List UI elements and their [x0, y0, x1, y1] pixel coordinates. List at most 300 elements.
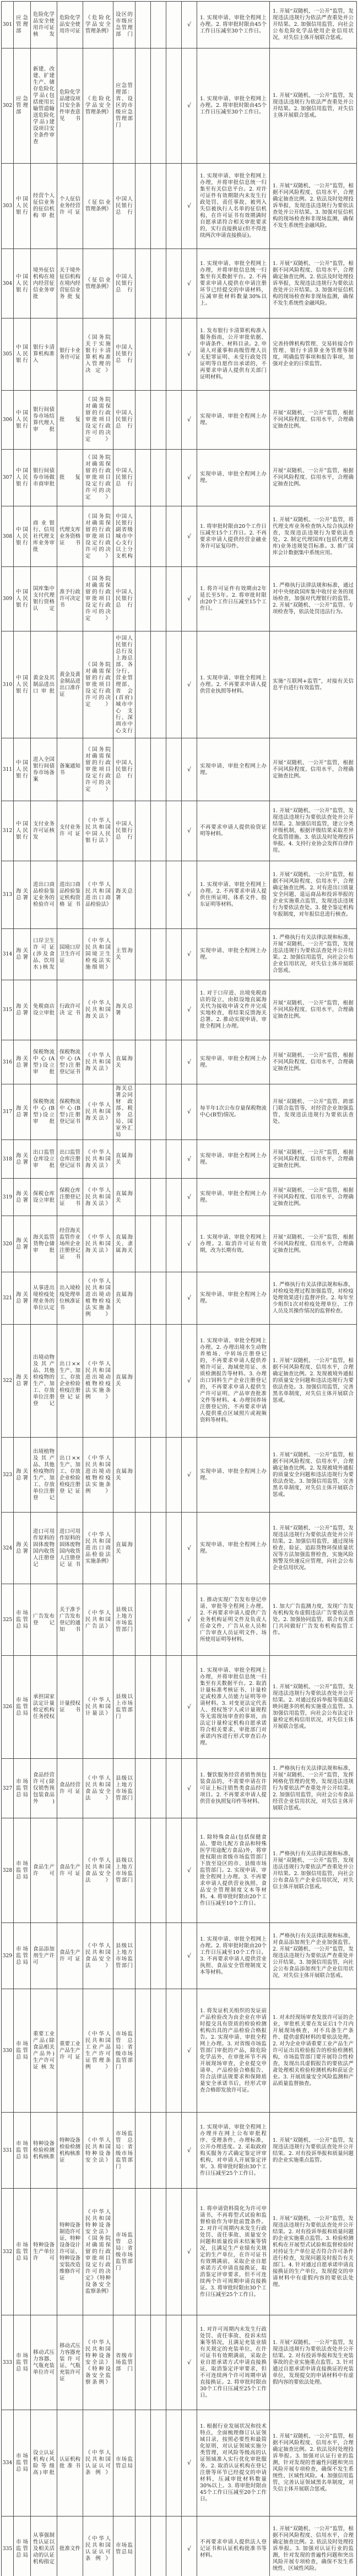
cell-reform-optimize: √	[182, 929, 197, 980]
cell-item-name: 免税商店设立审批	[31, 980, 57, 1040]
table-row	[2, 2516, 357, 2576]
table-row	[2, 929, 357, 980]
cell-seq: 316	[2, 1040, 14, 1084]
cell-department: 海关总署	[14, 980, 31, 1040]
cell-seq: 318	[2, 1140, 14, 1179]
cell-reform-commitment	[166, 506, 182, 567]
cell-reform-filing	[151, 318, 166, 391]
cell-reform-optimize: √	[182, 2, 197, 48]
cell-seq: 313	[2, 861, 14, 929]
cell-reform-measures: 1. 将审批时限由20个工作日压减至15个工作日。2. 不再要求申请人提供经营金融业务许可证复印件。	[197, 506, 270, 567]
cell-reform-cancel	[135, 1656, 151, 1759]
cell-reform-commitment	[166, 929, 182, 980]
cell-approval-level: 市场监管总局：省级市场监管部门	[113, 2113, 135, 2189]
cell-reform-measures: 1. 发布银行卡清算机构准入服务指南，公开审批依据、申请条件、材料目录。2. 申请人对董事和高级管理人员无犯罪证明、未受行政处罚证明等自愿作出承诺的，不再要求申请人提供有关部门证明材料。	[197, 318, 270, 391]
cell-supervision-measures: 1. 严格执行有关法律法规和标准，开展“双随机、一公开”监管，发现违法违规行为要依法查处并公开结果。2. 加强信用监管，向社会公布企业信用状况，对失信主体开展联合惩戒。	[270, 929, 357, 980]
cell-item-name: 新建、改建、扩建生产、储存危险化学品(包括使用长输管道输送危险化学品)建设项目安全条件审查	[31, 48, 57, 164]
cell-item-name: 广告发布登记	[31, 1584, 57, 1656]
cell-reform-optimize: √	[182, 567, 197, 631]
cell-reform-commitment	[166, 164, 182, 249]
cell-reform-cancel	[135, 1759, 151, 1818]
table-row	[2, 164, 357, 249]
cell-reform-commitment	[166, 1216, 182, 1272]
cell-reform-filing	[151, 1584, 166, 1656]
table-row	[2, 450, 357, 506]
cell-department: 市场监管总局	[14, 1818, 31, 1923]
cell-reform-optimize: √	[182, 1818, 197, 1923]
table-row	[2, 391, 357, 450]
cell-reform-cancel	[135, 567, 151, 631]
cell-reform-filing	[151, 1513, 166, 1584]
table-row	[2, 2410, 357, 2516]
cell-supervision-measures: 实施“互联网+监管”，对接有关信息平台进行有效监管。	[270, 631, 357, 738]
cell-approval-level: 直属海关	[113, 1513, 135, 1584]
cell-certificate-name: 认证机构批准书	[57, 2410, 83, 2516]
cell-reform-filing	[151, 929, 166, 980]
cell-approval-level: 中国人民银行总行	[113, 164, 135, 249]
cell-seq: 327	[2, 1759, 14, 1818]
cell-approval-level: 中国人民银行总行及上海总部、各分行、营业管理部、省会(首府)城市中心支行、深圳市中心支行	[113, 631, 135, 738]
cell-item-name: 食品生产许可	[31, 1818, 57, 1923]
cell-department: 应急管理部	[14, 48, 31, 164]
table-row	[2, 738, 357, 801]
cell-legal-basis: 《国务院对确需保留的行政审批项目设定行政许可的决定》	[83, 506, 113, 567]
cell-reform-optimize: √	[182, 738, 197, 801]
cell-certificate-name: 出入境检疫处理单位核准证书	[57, 1272, 83, 1325]
cell-reform-cancel	[135, 1216, 151, 1272]
cell-approval-level: 直属海关	[113, 1140, 135, 1179]
cell-supervision-measures: 1. 严格执行有关法律法规和标准，开展“双随机、一公开”监管，发现违法违规行为要依法严查重处并公开结果。2. 加强信用监管，向社会公布食品生产企业信用状况，对失信主体开展联合惩戒。	[270, 1818, 357, 1923]
cell-reform-optimize: √	[182, 249, 197, 318]
table-row	[2, 1656, 357, 1759]
cell-reform-cancel	[135, 2113, 151, 2189]
cell-approval-level: 中国人民银行总行	[113, 738, 135, 801]
cell-legal-basis: 《国务院对确需保留的行政审批项目设定行政许可的决定》	[83, 450, 113, 506]
cell-seq: 330	[2, 1989, 14, 2113]
cell-approval-level: 海关总署会同财政部、税务总局、国家外汇局	[113, 1084, 135, 1140]
cell-item-name: 出境植物及其产品、其他检疫物的生产、加工、存放单位注册登记	[31, 1438, 57, 1513]
cell-legal-basis: 《中华人民共和国食品安全法》	[83, 1759, 113, 1818]
cell-reform-commitment	[166, 738, 182, 801]
cell-approval-level: 海关总署	[113, 980, 135, 1040]
cell-item-name: 特种设备生产单位许可	[31, 2189, 57, 2315]
cell-reform-filing	[151, 249, 166, 318]
table-row	[2, 1438, 357, 1513]
cell-seq: 310	[2, 631, 14, 738]
cell-certificate-name: 重要工业产品生产许可证	[57, 1989, 83, 2113]
cell-certificate-name: 危险化学品安全使用许可证	[57, 2, 83, 48]
cell-reform-cancel	[135, 506, 151, 567]
cell-reform-commitment	[166, 1989, 182, 2113]
cell-reform-cancel	[135, 801, 151, 861]
cell-reform-filing	[151, 450, 166, 506]
cell-item-name: 海关监管货物仓储审批	[31, 1216, 57, 1272]
cell-certificate-name: 批复	[57, 391, 83, 450]
cell-supervision-measures: 1. 开展“双随机、一公开”监管，将代理支库业务检查纳入综合执法检查，发现违法违规行为要依法查处。2. 制定代理国库(包括代理支库)业务违规处罚标准。3. 推广国库会计数据集中系统应用。	[270, 506, 357, 567]
cell-item-name: 银行卡清算机构准入	[31, 318, 57, 391]
cell-legal-basis: 《中华人民共和国特种设备安全法》《国务院对确需保留的行政审批项目设定行政许可的决定》《特种设备安全监察条例》	[83, 2189, 113, 2315]
cell-seq: 311	[2, 738, 14, 801]
cell-reform-cancel	[135, 1989, 151, 2113]
cell-reform-optimize: √	[182, 1140, 197, 1179]
cell-certificate-name: 食品生产许可证	[57, 1818, 83, 1923]
cell-legal-basis: 《中华人民共和国进出境动植物检疫法实施条例》	[83, 1325, 113, 1438]
cell-reform-measures: 实现申请、审批全程网上办理。	[197, 1140, 270, 1179]
cell-reform-commitment	[166, 2, 182, 48]
cell-reform-commitment	[166, 2113, 182, 2189]
cell-reform-commitment	[166, 1084, 182, 1140]
cell-approval-level: 县级以上地方市场监管部门	[113, 1923, 135, 1989]
table-row	[2, 1179, 357, 1216]
cell-certificate-name: 进出口商品检验鉴定机构资格证书	[57, 861, 83, 929]
cell-reform-optimize: √	[182, 450, 197, 506]
cell-reform-cancel	[135, 1179, 151, 1216]
cell-reform-optimize: √	[182, 2189, 197, 2315]
cell-certificate-name: 批准文件	[57, 2516, 83, 2576]
cell-reform-commitment	[166, 631, 182, 738]
cell-legal-basis: 《中华人民共和国工业产品生产许可证管理条例》	[83, 1989, 113, 2113]
cell-reform-filing	[151, 567, 166, 631]
cell-department: 海关总署	[14, 1513, 31, 1584]
cell-seq: 304	[2, 249, 14, 318]
cell-seq: 321	[2, 1272, 14, 1325]
cell-reform-cancel	[135, 1272, 151, 1325]
cell-reform-optimize: √	[182, 2516, 197, 2576]
cell-legal-basis: 《中华人民共和国中国人民银行法》	[83, 801, 113, 861]
cell-department: 海关总署	[14, 1272, 31, 1325]
cell-reform-cancel	[135, 1084, 151, 1140]
cell-item-name: 国库集中支付代理银行资格认定	[31, 567, 57, 631]
cell-supervision-measures: 1. 开展“双随机、一公开”监管，根据不同风险程度、信用水平，合理确定抽查比例。2. 依法及时处理投诉举报，发现违法违规行为要依法查处并公开结果。3. 加强对征信机构的现场检查和非现场监测，确保不发生系统性金融风险。	[270, 164, 357, 249]
table-row	[2, 1584, 357, 1656]
cell-reform-optimize: √	[182, 2315, 197, 2410]
cell-reform-filing	[151, 1216, 166, 1272]
cell-supervision-measures: 开展“双随机、一公开”监管、跨部门联合监管等，对经营企业加强监管，发现违法违规行为要依法查处。	[270, 1084, 357, 1140]
cell-reform-optimize: √	[182, 861, 197, 929]
cell-seq: 326	[2, 1656, 14, 1759]
cell-legal-basis: 《中华人民共和国食品安全法》	[83, 1818, 113, 1923]
cell-legal-basis: 《中华人民共和国特种设备安全法》	[83, 2113, 113, 2189]
cell-item-name: 保税仓库设立审批	[31, 1179, 57, 1216]
cell-supervision-measures: 1. 开展“双随机、一公开”监管，根据不同风险程度、信用水平，合理确定抽查比例。2. 对有进出口质量安全问题、退运商品和投诉举报的企业实施重点监管，发现违法违规行为要依法查处。3. 健全鉴定机构年报制度，对年报信息进行核查。	[270, 861, 357, 929]
table-row	[2, 1272, 357, 1325]
cell-reform-commitment	[166, 318, 182, 391]
table-row	[2, 1513, 357, 1584]
cell-reform-filing	[151, 2516, 166, 2576]
cell-certificate-name: 食品生产许可证	[57, 1923, 83, 1989]
cell-reform-cancel	[135, 861, 151, 929]
cell-department: 海关总署	[14, 929, 31, 980]
cell-reform-filing	[151, 1179, 166, 1216]
cell-seq: 334	[2, 2410, 14, 2516]
cell-department: 市场监管总局	[14, 1759, 31, 1818]
cell-reform-cancel	[135, 2516, 151, 2576]
cell-item-name: 口岸卫生许可证(涉及食品、饮用水)核发	[31, 929, 57, 980]
cell-reform-optimize: √	[182, 980, 197, 1040]
cell-item-name: 危险化学品安全使用许可证核发	[31, 2, 57, 48]
cell-legal-basis: 《中华人民共和国认证认可条例》	[83, 2516, 113, 2576]
cell-approval-level: 海关总署	[113, 861, 135, 929]
cell-approval-level: 县级以上市场监管部门	[113, 1656, 135, 1759]
cell-legal-basis: 《中华人民共和国海关法》	[83, 980, 113, 1040]
cell-seq: 322	[2, 1325, 14, 1438]
cell-reform-filing	[151, 1759, 166, 1818]
cell-item-name: 重要工业产品(除食品相关产品外)生产许可证核发	[31, 1989, 57, 2113]
cell-reform-cancel	[135, 2189, 151, 2315]
cell-legal-basis: 《中华人民共和国海关法》	[83, 1179, 113, 1216]
cell-reform-commitment	[166, 1040, 182, 1084]
cell-reform-optimize: √	[182, 48, 197, 164]
cell-certificate-name: 出口监管仓库注册登记证书	[57, 1140, 83, 1179]
cell-reform-filing	[151, 738, 166, 801]
cell-approval-level: 中国人民银行总行	[113, 567, 135, 631]
cell-certificate-name: 经营海关监管作业场所企业注册登记证书	[57, 1216, 83, 1272]
cell-legal-basis: 《国务院对确需保留的行政审批项目设定行政许可的决定》	[83, 738, 113, 801]
cell-reform-filing	[151, 1272, 166, 1325]
cell-reform-measures: 实现申请、审批全程网上办理。	[197, 391, 270, 450]
cell-certificate-name: 关于境外征信机构在境内经营征信业务批复	[57, 249, 83, 318]
cell-reform-measures: 1. 将申请资料简化为许可申请书，不再将型式试验和监督检验作为审批前置条件。2. 对许可周期内未发生行政处罚、责任事故、质量安全问题和质量投诉未结案等情况，且满足生产业绩有关规定的生产单位，在许可证书有效期满前，采取企业自愿承诺方式申请直接换证，取消鉴定评审要求，但不可连续两个许可周期申请直接换证。3. 将审批时限由30个工作日压减至25个工作日。	[197, 2189, 270, 2315]
cell-certificate-name: 保税仓库注册登记证书	[57, 1179, 83, 1216]
cell-supervision-measures: 1. 开展“双随机、一公开”监管，发现违法违规行为要依法查处并公开结果。2. 对有投诉举报和质量问题的企业实施重点监管。3. 检验检测机构在开展型式试验和监督检验时对持证生产单位是否符合许可条件进行检查，发现问题及时报告有关部门。4. 针对通过自愿承诺申请直接换证的生产单位，发现提交的申请材料中有虚假内容的要依法处理。	[270, 2189, 357, 2315]
cell-certificate-name: 移动式压力容器充装许可证、气瓶充装许可证	[57, 2315, 83, 2410]
cell-reform-commitment	[166, 1513, 182, 1584]
cell-item-name: 移动式压力容器、气瓶充装单位许可	[31, 2315, 57, 2410]
cell-department: 海关总署	[14, 1325, 31, 1438]
table-row	[2, 1325, 357, 1438]
cell-seq: 323	[2, 1438, 14, 1513]
cell-legal-basis: 《征信业管理条例》	[83, 249, 113, 318]
cell-supervision-measures: 1. 开展“双随机、一公开”监管，发现违法违规行为要依法查处并公开结果。2. 对有投诉举报和发生充装事故的企业实施重点监管。3. 针对通过自愿承诺申请直接换证的充装单位，发现提交的申请材料中有虚假内容的要依法处理。	[270, 2315, 357, 2410]
cell-reform-cancel	[135, 249, 151, 318]
table-row	[2, 801, 357, 861]
cell-seq: 314	[2, 929, 14, 980]
cell-seq: 332	[2, 2189, 14, 2315]
cell-approval-level: 应急管理部：省、设区的市级应急管理部门	[113, 48, 135, 164]
cell-reform-measures: 每半年1次公布存量保税物流中心(B型)情况。	[197, 1084, 270, 1140]
table-body	[2, 2, 357, 2576]
cell-department: 中国人民银行	[14, 450, 31, 506]
cell-approval-level: 设区的市级应急管理部门	[113, 2, 135, 48]
cell-certificate-name: 代理支库业务资格证书	[57, 506, 83, 567]
cell-seq: 303	[2, 164, 14, 249]
cell-supervision-measures: 1. 开展“双随机、一公开”监管，根据不同风险程度、信用水平，合理确定抽查比例。2. 依法及时处理投诉举报，发现违法违规行为要依法查处并公开结果。3. 加强对征信机构的现场检查和非现场监测，确保不发生系统性金融风险。	[270, 249, 357, 318]
cell-reform-cancel	[135, 1040, 151, 1084]
cell-supervision-measures: 开展“双随机、一公开”监管，根据不同风险程度、信用水平，合理确定抽查比例。	[270, 738, 357, 801]
cell-seq: 309	[2, 567, 14, 631]
cell-department: 海关总署	[14, 1140, 31, 1179]
cell-item-name: 食品经营许可(除仅销售预包装食品外)	[31, 1759, 57, 1818]
cell-reform-measures: 1. 实现申请、审批全程网上办理。2. 不再要求申请人提供住所证明、体系文件、股东证明等材料。	[197, 861, 270, 929]
cell-supervision-measures: 开展“双随机、一公开”监管，根据不同风险程度、信用水平，合理确定抽查比例。	[270, 1216, 357, 1272]
cell-legal-basis: 《中华人民共和国海关法》	[83, 1084, 113, 1140]
cell-reform-measures: 1. 实现申请、审批全程网上办理。2. 取消许可证有效期，改为长期有效。	[197, 1216, 270, 1272]
cell-item-name: 出口监管仓库设立审批	[31, 1140, 57, 1179]
table-row	[2, 1040, 357, 1084]
cell-reform-measures: 实现申请、审批全程网上办理。	[197, 1438, 270, 1513]
cell-reform-optimize: √	[182, 1584, 197, 1656]
cell-seq: 305	[2, 318, 14, 391]
cell-department: 中国人民银行	[14, 318, 31, 391]
cell-reform-measures: 1. 实现申请、审批全程网上办理，并将审批信息统一归集至有关数据平台。2. 不再要求申请人提供在申请注册环节已经提交的申请材料，压减审批材料数量30%以上。	[197, 249, 270, 318]
cell-reform-filing	[151, 164, 166, 249]
cell-supervision-measures: 开展“双随机、一公开”监管，根据不同风险程度、信用水平，合理确定抽查比例。	[270, 980, 357, 1040]
table-row	[2, 1216, 357, 1272]
cell-approval-level: 直属海关	[113, 1438, 135, 1513]
cell-reform-commitment	[166, 2315, 182, 2410]
cell-reform-filing	[151, 861, 166, 929]
cell-reform-cancel	[135, 980, 151, 1040]
cell-reform-filing	[151, 1923, 166, 1989]
cell-reform-filing	[151, 1140, 166, 1179]
cell-reform-commitment	[166, 450, 182, 506]
cell-reform-measures: 实现申请、审批全程网上办理。	[197, 1513, 270, 1584]
cell-approval-level: 中国人民银行总行	[113, 801, 135, 861]
cell-reform-commitment	[166, 861, 182, 929]
cell-reform-filing	[151, 2315, 166, 2410]
cell-reform-filing	[151, 1656, 166, 1759]
cell-reform-filing	[151, 1818, 166, 1923]
table-row	[2, 1818, 357, 1923]
cell-reform-measures: 实现申请、审批全程网上办理。	[197, 1272, 270, 1325]
cell-reform-cancel	[135, 929, 151, 980]
cell-certificate-name: 国境口岸卫生许可证	[57, 929, 83, 980]
table-row	[2, 861, 357, 929]
cell-seq: 306	[2, 391, 14, 450]
cell-department: 市场监管总局	[14, 1656, 31, 1759]
cell-seq: 329	[2, 1923, 14, 1989]
cell-reform-commitment	[166, 1325, 182, 1438]
cell-reform-commitment	[166, 2410, 182, 2516]
cell-department: 中国人民银行	[14, 391, 31, 450]
cell-legal-basis: 《中华人民共和国计量法》	[83, 1656, 113, 1759]
cell-item-name: 食品添加剂生产许可	[31, 1923, 57, 1989]
cell-legal-basis: 《国务院关于实施银行卡清算机构准入管理的决定》	[83, 318, 113, 391]
cell-reform-measures: 1. 将发证机关组织的发证前产品检验改为由企业在申请时提交具有资质的检验检测机构出具的产品检验合格报告。2. 实现申请、审批全程网上办理。3. 对省级市场监管部门审批的产品，除危险化学品外，在审批环节不再开展现场审查，企业提交申请单、产品检验合格报告、符合法律法规要求和保障质量安全承诺书后，经形式审查合格即发放许可证。	[197, 1989, 270, 2113]
cell-reform-optimize: √	[182, 631, 197, 738]
cell-legal-basis: 《中华人民共和国海关法》	[83, 1040, 113, 1084]
cell-reform-filing	[151, 2410, 166, 2516]
table-row	[2, 48, 357, 164]
cell-reform-cancel	[135, 1325, 151, 1438]
table-row	[2, 318, 357, 391]
cell-approval-level: 市场监管总局：省级市场监管部门	[113, 1989, 135, 2113]
cell-reform-commitment	[166, 391, 182, 450]
cell-approval-level: 直属海关	[113, 1040, 135, 1084]
cell-approval-level: 县级以上地方市场监管部门	[113, 1818, 135, 1923]
cell-reform-optimize: √	[182, 1513, 197, 1584]
cell-supervision-measures: 1. 加大广告监测力度，发现广告发布机构发布虚假违法广告要依法查处。2. 加强协同监管，联合有关部门共同做好广告发布机构监管工作。	[270, 1584, 357, 1656]
cell-item-name: 从事进出境检疫处理业务的单位认定	[31, 1272, 57, 1325]
table-row	[2, 1084, 357, 1140]
cell-reform-optimize: √	[182, 1325, 197, 1438]
cell-certificate-name: 保税物流中心(A型)注册登记证书	[57, 1040, 83, 1084]
cell-item-name: 设立认证机构(风险等级高)审批	[31, 2410, 57, 2516]
cell-department: 海关总署	[14, 1216, 31, 1272]
cell-reform-measures: 不再要求申请人提供法人登记证书和认证机构批准书等材料。	[197, 2516, 270, 2576]
cell-approval-level: 县级以上地方市场监管部门	[113, 1584, 135, 1656]
cell-legal-basis: 《国务院对确需保留的行政审批项目设定行政许可的决定》	[83, 631, 113, 738]
cell-certificate-name: 保税物流中心(B型)注册登记证书	[57, 1084, 83, 1140]
cell-item-name: 银行间债券市场做市商审批	[31, 450, 57, 506]
cell-approval-level: 中国人民银行总行	[113, 450, 135, 506]
cell-department: 海关总署	[14, 861, 31, 929]
cell-department: 中国人民银行	[14, 567, 31, 631]
cell-department: 市场监管总局	[14, 1989, 31, 2113]
cell-reform-measures: 实现申请、审批全程网上办理。	[197, 929, 270, 980]
cell-seq: 312	[2, 801, 14, 861]
cell-certificate-name: 进口可用作原料的固体废物国内收货人注册登记证书	[57, 1513, 83, 1584]
cell-reform-filing	[151, 48, 166, 164]
cell-department: 中国人民银行	[14, 506, 31, 567]
cell-reform-cancel	[135, 318, 151, 391]
cell-reform-measures: 实现申请、审批全程网上办理。	[197, 738, 270, 801]
cell-approval-level: 市场监管总局：省级市场监管部门	[113, 2189, 135, 2315]
cell-reform-measures: 实现申请、审批全程网上办理。	[197, 450, 270, 506]
cell-reform-measures: 1. 除特殊食品(包括保健食品、婴幼儿配方食品和特殊医学用途配方食品)外，将审批权限由省级市场监管部门下放至设区的市、县级市场监管部门。2. 实现申请、审批全程网上办理。3. 不再要求申请人提供营业执照、食品安全管理制度文本等材料。4. 将审批时限由20个工作日压减至10个工作日。	[197, 1818, 270, 1923]
cell-certificate-name: 支付业务许可证	[57, 801, 83, 861]
cell-reform-measures: 1. 实现申请、审批全程网上办理，并将审批信息统一归集至有关信息平台。2. 对许可证件有效期限内未发生行政处罚、责任事故、被列入失信被执行人名单的征信机构，在许可证书有效期满时自愿承诺符合相关审批要求的，实行直接换证(但不得连续两次申请直接换证)。	[197, 164, 270, 249]
cell-certificate-name: 备案通知书	[57, 738, 83, 801]
cell-reform-optimize: √	[182, 1216, 197, 1272]
cell-legal-basis: 《中华人民共和国进出口商品检验法》	[83, 861, 113, 929]
cell-certificate-name: 关于准予广告发布登记的通知书	[57, 1584, 83, 1656]
cell-supervision-measures: 1. 开展“双随机、一公开”监管，发现违法违规行为依法严查重处并公开结果。2. 加强信用监管，对失信主体开展联合惩戒。	[270, 48, 357, 164]
cell-legal-basis: 《中华人民共和国食品安全法》	[83, 1923, 113, 1989]
cell-supervision-measures: 1. 开展“双随机、一公开”监管，发现违法违规行为要依法查处并公开结果。2. 加强信用监管，建立分类评级机制，根据评级结果采取差异化监管措施。3. 依法及时处理投诉举报。4. 支持行业协会发挥自律作用。	[270, 801, 357, 861]
cell-reform-optimize: √	[182, 1759, 197, 1818]
cell-seq: 320	[2, 1216, 14, 1272]
cell-item-name: 进入全国银行间债券市场备案	[31, 738, 57, 801]
cell-reform-optimize: √	[182, 391, 197, 450]
table-row	[2, 506, 357, 567]
cell-seq: 324	[2, 1513, 14, 1584]
cell-item-name: 银行间债券市场结算代理人审批	[31, 391, 57, 450]
cell-reform-measures: 1. 实现申请、审批全程网上办理并在网上公布审批程序、受理条件、办理标准，公开办理进度。2. 采取政府购买服务方式确定鉴定评审机构，对申请人开展鉴定评审。3. 将审批时限由30个工作日压减至25个工作日。	[197, 2113, 270, 2189]
cell-approval-level: 市场监管总局	[113, 2516, 135, 2576]
cell-approval-level: 直属海关	[113, 1272, 135, 1325]
cell-certificate-name: 批复	[57, 450, 83, 506]
cell-reform-commitment	[166, 1272, 182, 1325]
cell-reform-optimize: √	[182, 1179, 197, 1216]
cell-certificate-name: 食品经营许可证	[57, 1759, 83, 1818]
cell-department: 中国人民银行	[14, 738, 31, 801]
cell-reform-commitment	[166, 567, 182, 631]
cell-reform-measures: 1. 实现申请、审批全程网上办理。2. 将审批时限由45个工作日压减至30个工作日。	[197, 2, 270, 48]
cell-reform-filing	[151, 391, 166, 450]
cell-approval-level: 直属海关	[113, 1325, 135, 1438]
cell-legal-basis: 《中华人民共和国海关法》	[83, 1216, 113, 1272]
cell-item-name: 经营个人征信业务的征信机构审批	[31, 164, 57, 249]
cell-supervision-measures: 1. 严格执行有关法律法规和标准，对检疫处理过程加强监管，对检疫处理效果进行监督评价。2. 每年至少组织1次对检疫处理单位、工作人员及其操作情况的监督检查。	[270, 1272, 357, 1325]
cell-supervision-measures: 1. 开展“双随机、一公开”监管，根据不同风险程度、信用水平，合理确定抽查比例。2. 依法及时处理投诉举报。3. 加强对认证行业的监测，针对发现的普遍性问题和突出风险开展专项检查，确保不发生系统性、区域性风险。	[270, 2516, 357, 2576]
table-row	[2, 1140, 357, 1179]
cell-legal-basis: 《中华人民共和国特种设备安全法》《特种设备安全监察条例》	[83, 2315, 113, 2410]
cell-supervision-measures: 开展“双随机、一公开”监管，根据不同风险程度、信用水平，合理确定抽查比例。	[270, 391, 357, 450]
cell-reform-cancel	[135, 2410, 151, 2516]
cell-certificate-name: 个人征信业务经营许可证	[57, 164, 83, 249]
cell-seq: 328	[2, 1818, 14, 1923]
table-row	[2, 2113, 357, 2189]
cell-approval-level: 中国人民银行总行	[113, 318, 135, 391]
cell-department: 海关总署	[14, 1084, 31, 1140]
cell-item-name: 出境动物及其产品、其他检疫物的生产、加工、存放单位注册登记	[31, 1325, 57, 1438]
cell-reform-filing	[151, 1325, 166, 1438]
cell-supervision-measures: 开展“双随机、一公开”监管，根据不同风险程度、信用水平，合理确定抽查比例。	[270, 1040, 357, 1084]
cell-department: 市场监管总局	[14, 1923, 31, 1989]
cell-department: 应急管理部	[14, 2, 31, 48]
table-row	[2, 980, 357, 1040]
